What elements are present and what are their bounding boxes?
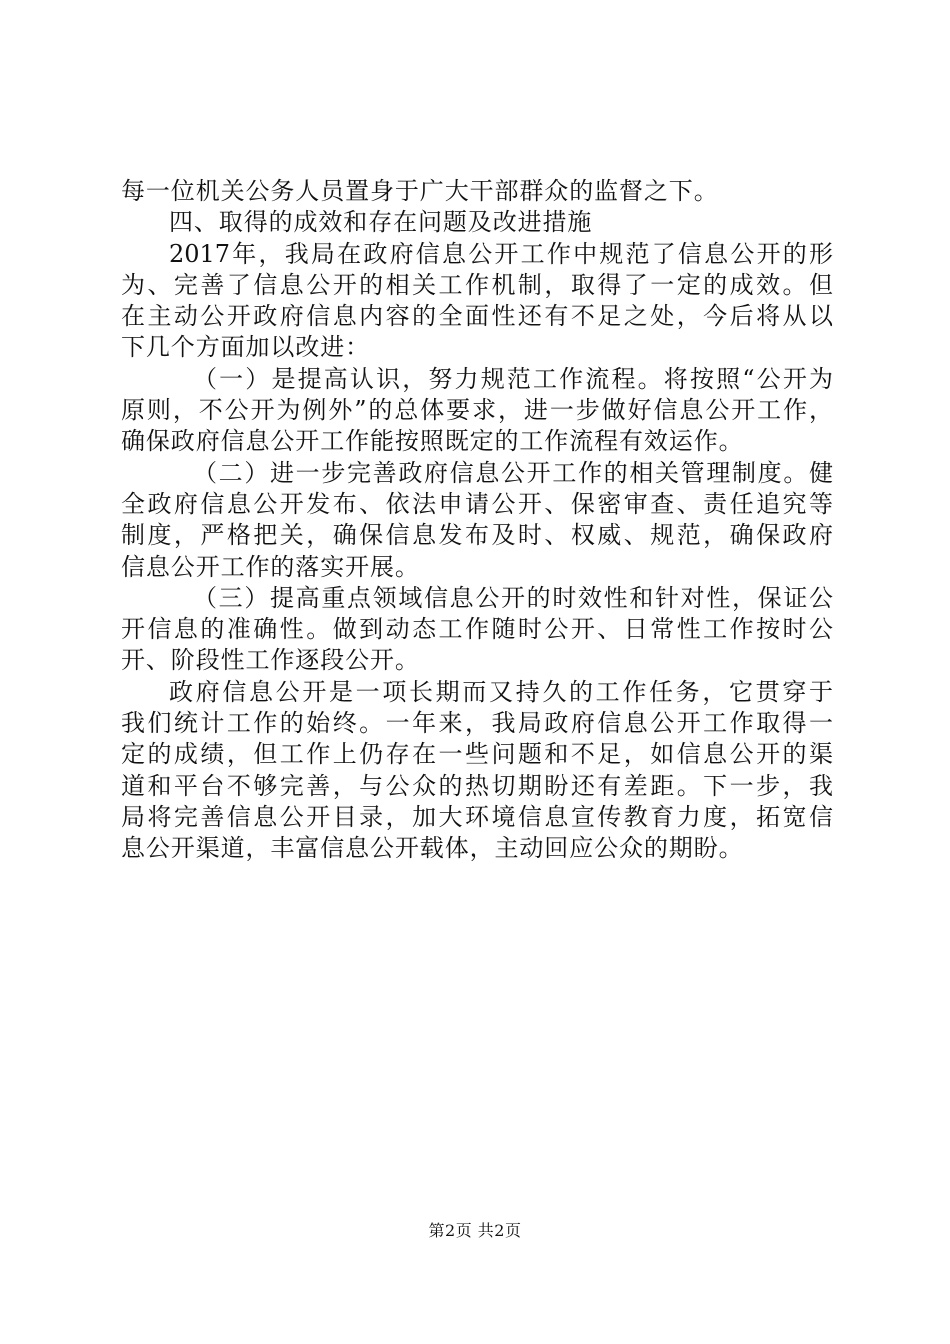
text-line: 原则，不公开为例外”的总体要求，进一步做好信息公开工作， [121,396,833,425]
text-line: 下几个方面加以改进： [121,333,370,362]
text-line: 信息公开工作的落实开展。 [121,552,420,581]
text-line: 我们统计工作的始终。一年来，我局政府信息公开工作取得一 [121,709,833,738]
page-number-footer: 第2页 共2页 [428,1221,522,1240]
text-line: 每一位机关公务人员置身于广大干部群众的监督之下。 [121,177,719,205]
text-line: （二）进一步完善政府信息公开工作的相关管理制度。健 [193,458,833,487]
text-line: 制度，严格把关，确保信息发布及时、权威、规范，确保政府 [121,521,833,550]
text-line: 全政府信息公开发布、依法申请公开、保密审查、责任追究等 [121,489,833,518]
text-line: 在主动公开政府信息内容的全面性还有不足之处，今后将从以 [121,302,833,331]
document-body [121,176,833,865]
text-line: 开信息的准确性。做到动态工作随时公开、日常性工作按时公 [121,615,833,644]
text-line: 政府信息公开是一项长期而又持久的工作任务，它贯穿于 [169,677,833,706]
text-line: 道和平台不够完善，与公众的热切期盼还有差距。下一步，我 [121,771,833,800]
text-line: 2017年，我局在政府信息公开工作中规范了信息公开的形 [169,239,833,268]
text-line: 定的成绩，但工作上仍存在一些问题和不足，如信息公开的渠 [121,740,833,769]
text-line: 开、阶段性工作逐段公开。 [121,646,420,675]
text-line: （一）是提高认识，努力规范工作流程。将按照“公开为 [193,364,833,393]
text-line: 为、完善了信息公开的相关工作机制，取得了一定的成效。但 [121,270,833,299]
text-line: （三）提高重点领域信息公开的时效性和针对性，保证公 [193,583,833,612]
text-line: 确保政府信息公开工作能按照既定的工作流程有效运作。 [121,427,744,456]
text-line: 息公开渠道，丰富信息公开载体，主动回应公众的期盼。 [121,834,744,863]
section-heading: 四、取得的成效和存在问题及改进措施 [169,208,593,237]
text-line: 局将完善信息公开目录，加大环境信息宣传教育力度，拓宽信 [121,802,833,831]
